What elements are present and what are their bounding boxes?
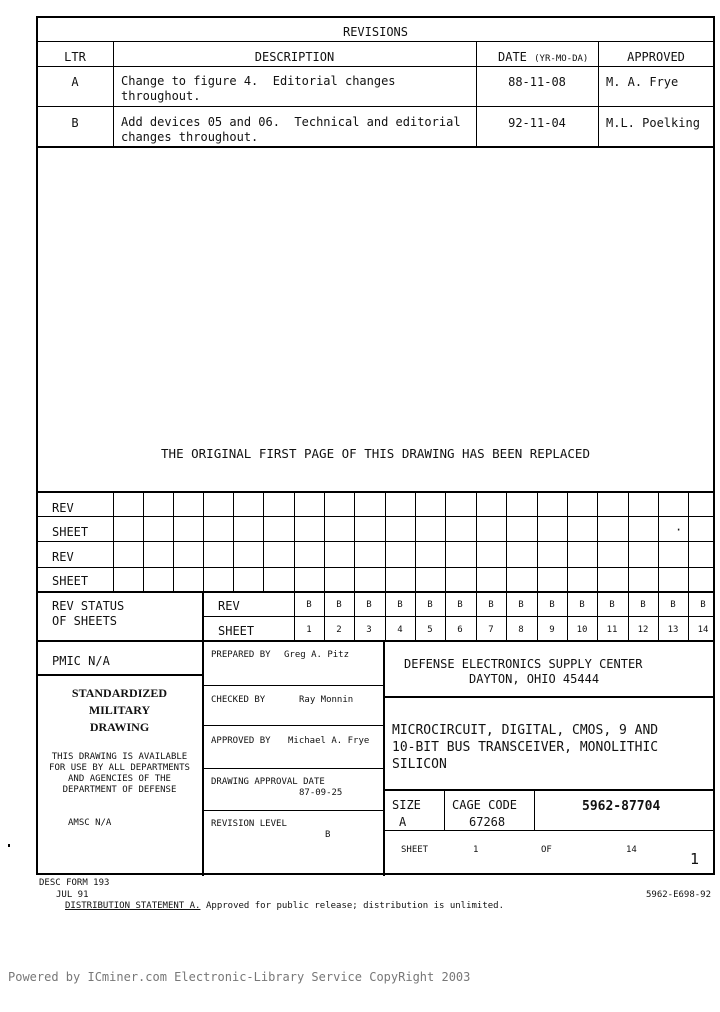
of-value: 14 bbox=[626, 845, 637, 855]
checked-by-label: CHECKED BY bbox=[211, 695, 266, 705]
smd-line-1: STANDARDIZED bbox=[71, 686, 168, 700]
status-sheet-cell: 6 bbox=[457, 625, 463, 635]
grid-divider bbox=[628, 491, 629, 591]
of-label: OF bbox=[541, 845, 552, 855]
title-line-3: SILICON bbox=[392, 757, 447, 772]
prepared-by-name: Greg A. Pitz bbox=[284, 650, 350, 660]
rev-header-date bbox=[498, 50, 588, 65]
smd-line-2: MILITARY bbox=[88, 703, 151, 717]
smd-availability-2: FOR USE BY ALL DEPARTMENTS bbox=[49, 763, 190, 773]
cage-code-value: 67268 bbox=[469, 815, 506, 829]
grid-divider bbox=[203, 491, 204, 591]
doc-code: 5962-E698-92 bbox=[646, 890, 712, 900]
grid-rev-label-1: REV bbox=[52, 501, 74, 515]
size-value: A bbox=[399, 815, 407, 829]
rev-header-description: DESCRIPTION bbox=[254, 50, 335, 64]
title-line-1: MICROCIRCUIT, DIGITAL, CMOS, 9 AND bbox=[392, 723, 659, 738]
status-sheet-cell: 10 bbox=[576, 625, 588, 635]
grid-sheet-label-2: SHEET bbox=[52, 574, 89, 588]
replaced-notice: THE ORIGINAL FIRST PAGE OF THIS DRAWING HAS BEEN REPLACED bbox=[161, 446, 590, 461]
revision-level-value: B bbox=[325, 830, 331, 840]
desc-form-date: JUL 91 bbox=[56, 890, 89, 900]
status-rev-cell: B bbox=[518, 600, 524, 610]
status-rev-cell: B bbox=[609, 600, 615, 610]
status-sheet-cell: 5 bbox=[427, 625, 433, 635]
status-rev-cell: B bbox=[427, 600, 433, 610]
rev-header-ltr: LTR bbox=[64, 50, 86, 64]
grid-divider bbox=[173, 491, 174, 591]
status-sheet-cell: 4 bbox=[397, 625, 403, 635]
grid-divider bbox=[658, 491, 659, 591]
status-sheet-cell: 7 bbox=[488, 625, 494, 635]
grid-mark: · bbox=[675, 523, 683, 537]
status-sheet-cell: 12 bbox=[637, 625, 649, 635]
sheet-value: 1 bbox=[473, 845, 479, 855]
status-rev-cell: B bbox=[397, 600, 403, 610]
grid-rev-label-2: REV bbox=[52, 550, 74, 564]
margin-speck bbox=[8, 844, 10, 847]
revision-approved: M.L. Poelking bbox=[606, 116, 700, 130]
grid-divider bbox=[233, 491, 234, 591]
approval-date-value: 87-09-25 bbox=[299, 788, 343, 798]
rev-status-rev-label: REV bbox=[218, 599, 240, 613]
revisions-title: REVISIONS bbox=[342, 25, 409, 39]
desc-form: DESC FORM 193 bbox=[39, 878, 110, 888]
revision-level-label: REVISION LEVEL bbox=[211, 819, 287, 829]
size-label: SIZE bbox=[392, 798, 421, 812]
grid-divider bbox=[506, 491, 507, 591]
grid-divider bbox=[354, 491, 355, 591]
grid-divider bbox=[385, 491, 386, 591]
grid-divider bbox=[445, 491, 446, 591]
grid-divider bbox=[415, 491, 416, 591]
grid-divider bbox=[294, 491, 295, 591]
smd-availability-3: AND AGENCIES OF THE bbox=[68, 774, 171, 784]
status-rev-cell: B bbox=[457, 600, 463, 610]
rev-status-label-1: REV STATUS bbox=[52, 599, 125, 613]
status-rev-cell: B bbox=[306, 600, 312, 610]
smd-availability-4: DEPARTMENT OF DEFENSE bbox=[62, 785, 177, 795]
status-rev-cell: B bbox=[579, 600, 585, 610]
status-sheet-cell: 3 bbox=[366, 625, 372, 635]
status-sheet-cell: 2 bbox=[336, 625, 342, 635]
sheet-label: SHEET bbox=[401, 845, 429, 855]
revision-date: 92-11-04 bbox=[508, 116, 566, 130]
amsc-label: AMSC N/A bbox=[68, 818, 112, 828]
status-sheet-cell: 1 bbox=[306, 625, 312, 635]
checked-by-name: Ray Monnin bbox=[299, 695, 354, 705]
status-rev-cell: B bbox=[488, 600, 494, 610]
revision-date: 88-11-08 bbox=[508, 75, 566, 89]
corner-mark: 1 bbox=[690, 850, 700, 868]
rev-header-date-format: (YR-MO-DA) bbox=[534, 54, 589, 64]
revision-approved: M. A. Frye bbox=[606, 75, 679, 89]
grid-divider bbox=[476, 491, 477, 591]
grid-divider bbox=[597, 491, 598, 591]
smd-line-3: DRAWING bbox=[89, 720, 150, 734]
prepared-by-label: PREPARED BY bbox=[211, 650, 271, 660]
agency-address: DAYTON, OHIO 45444 bbox=[469, 672, 600, 686]
grid-divider bbox=[263, 491, 264, 591]
status-rev-cell: B bbox=[670, 600, 676, 610]
approval-date-label: DRAWING APPROVAL DATE bbox=[211, 777, 325, 787]
grid-divider bbox=[113, 491, 114, 591]
watermark: Powered by ICminer.com Electronic-Library Service CopyRight 2003 bbox=[8, 970, 471, 984]
revision-description: Change to figure 4. Editorial changes throughout. bbox=[121, 74, 396, 103]
status-sheet-cell: 13 bbox=[667, 625, 679, 635]
approved-by-label: APPROVED BY bbox=[211, 736, 271, 746]
document-number: 5962-87704 bbox=[582, 799, 661, 814]
rev-header-approved: APPROVED bbox=[627, 50, 685, 64]
revision-description: Add devices 05 and 06. Technical and editorial changes throughout. bbox=[121, 115, 461, 144]
status-sheet-cell: 9 bbox=[549, 625, 555, 635]
grid-divider bbox=[567, 491, 568, 591]
status-rev-cell: B bbox=[366, 600, 372, 610]
status-rev-cell: B bbox=[640, 600, 646, 610]
agency-name: DEFENSE ELECTRONICS SUPPLY CENTER bbox=[404, 657, 643, 671]
revision-ltr: A bbox=[71, 75, 79, 89]
rev-header-date-label: DATE bbox=[498, 50, 527, 64]
grid-divider bbox=[143, 491, 144, 591]
revision-ltr: B bbox=[71, 116, 79, 130]
smd-availability-1: THIS DRAWING IS AVAILABLE bbox=[51, 752, 188, 762]
title-line-2: 10-BIT BUS TRANSCEIVER, MONOLITHIC bbox=[392, 740, 659, 755]
grid-sheet-label-1: SHEET bbox=[52, 525, 89, 539]
status-sheet-cell: 11 bbox=[606, 625, 618, 635]
status-rev-cell: B bbox=[700, 600, 706, 610]
grid-divider bbox=[324, 491, 325, 591]
status-rev-cell: B bbox=[336, 600, 342, 610]
grid-divider bbox=[537, 491, 538, 591]
distribution-text: Approved for public release; distribution is unlimited. bbox=[206, 901, 505, 911]
grid-divider bbox=[688, 491, 689, 591]
rev-status-sheet-label: SHEET bbox=[218, 624, 255, 638]
rev-status-label-2: OF SHEETS bbox=[52, 614, 118, 628]
pmic-label: PMIC N/A bbox=[52, 654, 110, 668]
status-sheet-cell: 14 bbox=[697, 625, 709, 635]
approved-by-name: Michael A. Frye bbox=[288, 736, 370, 746]
status-rev-cell: B bbox=[549, 600, 555, 610]
status-sheet-cell: 8 bbox=[518, 625, 524, 635]
distribution-label: DISTRIBUTION STATEMENT A. bbox=[65, 901, 201, 911]
cage-code-label: CAGE CODE bbox=[452, 798, 518, 812]
